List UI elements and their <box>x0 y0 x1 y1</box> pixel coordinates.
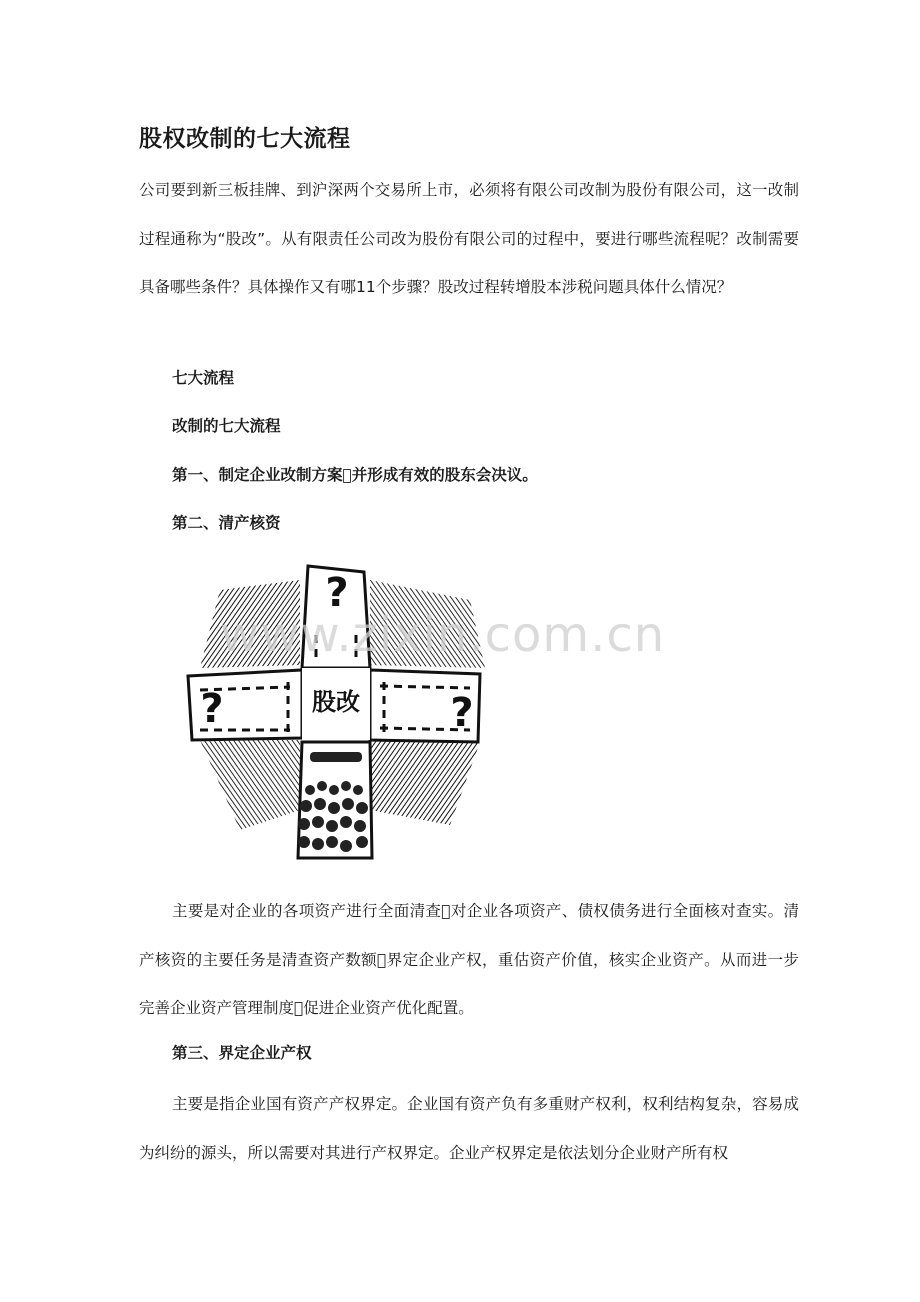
heading-seven-processes: 七大流程 <box>172 369 235 387</box>
step-three-body: 主要是指企业国有资产产权界定。企业国有资产负有多重财产权利，权利结构复杂，容易成为纠纷的源头，所以需要对其进行产权界定。企业产权界定是依法划分企业财产所有权 <box>139 1095 799 1162</box>
question-mark-top: ? <box>325 570 349 616</box>
step-two-body: 主要是对企业的各项资产进行全面清查 对企业各项资产、债权债务进行全面核对查实。清产核资的主要任务是清查资产数额 界定企业产权，重估资产价值，核实企业资产。从而进一步完善企业资产管理制度 促进企业资产优化配置。 <box>139 902 799 1017</box>
step-one-heading: 第一、制定企业改制方案 并形成有效的股东会决议。 <box>172 466 538 484</box>
center-label: 股改 <box>312 688 360 716</box>
intro-paragraph: 公司要到新三板挂牌、到沪深两个交易所上市，必须将有限公司改制为股份有限公司，这一改制过程通称为“股改”。从有限责任公司改为股份有限公司的过程中，要进行哪些流程呢？改制需要具备哪些条件？具体操作又有哪11个步骤？股改过程转增股本涉税问题具体什么情况？ <box>139 181 799 296</box>
shareholding-reform-illustration <box>180 560 510 860</box>
question-mark-right: ? <box>450 690 474 736</box>
heading-restructuring-processes: 改制的七大流程 <box>172 417 281 435</box>
document-title: 股权改制的七大流程 <box>139 126 351 152</box>
step-three-heading: 第三、界定企业产权 <box>172 1044 312 1062</box>
watermark-text: www.zixin.com.cn <box>220 607 666 663</box>
question-mark-left: ? <box>200 686 224 732</box>
step-two-heading: 第二、清产核资 <box>172 514 281 532</box>
